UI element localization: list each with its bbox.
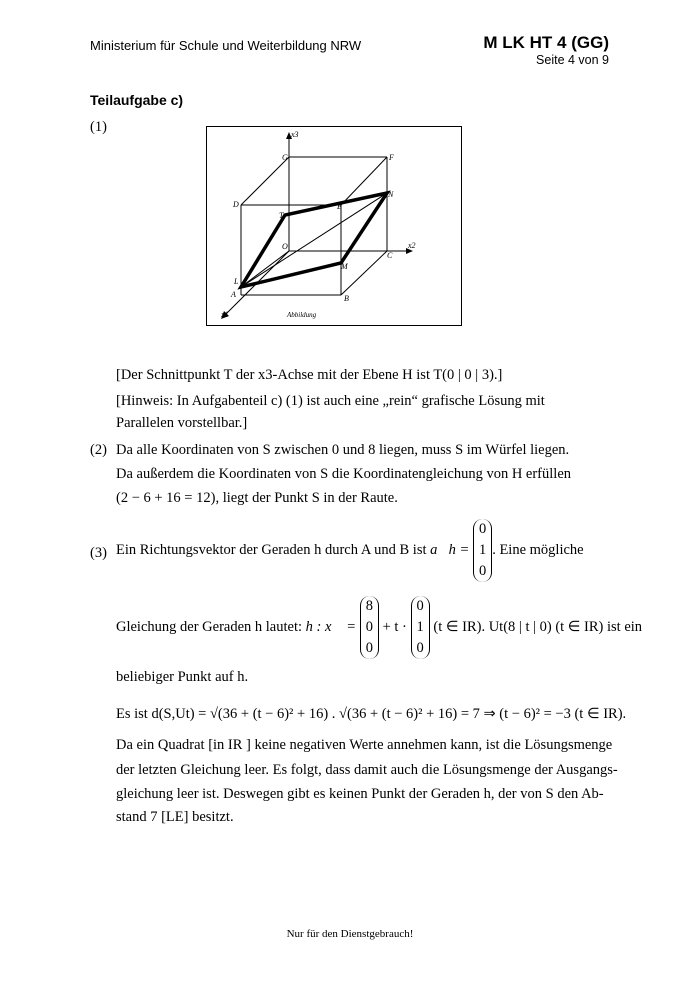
part3-line6: der letzten Gleichung leer. Es folgt, dass damit auch die Lösungsmenge der Ausgangs- (116, 762, 618, 778)
plus-t: + t · (382, 618, 407, 635)
point-O: O (282, 242, 288, 251)
header-ministry: Ministerium für Schule und Weiterbildung NRW (90, 38, 362, 53)
vector-label: a⃗h = (430, 541, 470, 558)
part3-line2a: Gleichung der Geraden h lautet: (116, 618, 303, 635)
part3-number: (3) (90, 545, 107, 561)
part2-line3: (2 − 6 + 16 = 12), liegt der Punkt S in der Raute. (116, 490, 398, 506)
point-T: T (279, 211, 284, 220)
axis-label-x2: x2 (408, 241, 416, 250)
part3-line1b: . Eine mögliche (492, 541, 584, 558)
part3-row2 (116, 596, 642, 659)
point-C: C (387, 251, 393, 260)
part1-note2: [Hinweis: In Aufgabenteil c) (1) ist auch eine „rein“ grafische Lösung mit Parallelen vorstellbar.] (116, 393, 545, 431)
point-A: A (231, 290, 236, 299)
part3-row1 (116, 519, 584, 582)
line-equation-label: h : x⃗ = (305, 618, 357, 635)
part1-number: (1) (90, 119, 107, 135)
point-B: B (344, 294, 349, 303)
part3-line2b: (t ∈ IR). Ut(8 | t | 0) (t ∈ IR) ist ein (433, 618, 643, 635)
point-G: G (282, 153, 288, 162)
part2-line2: Da außerdem die Koordinaten von S die Koordinatengleichung von H erfüllen (116, 466, 572, 482)
axis-label-x1: x1 (221, 310, 229, 319)
point-N: N (388, 190, 394, 199)
figure-caption: Abbildung (287, 311, 317, 319)
part3-line1a: Ein Richtungsvektor der Geraden h durch A und B ist (116, 541, 427, 558)
part3-line5: Da ein Quadrat [in IR ] keine negativen Werte annehmen kann, ist die Lösungsmenge (116, 737, 613, 753)
footer-note: Nur für den Dienstgebrauch! (286, 928, 414, 940)
point-M: M (341, 262, 348, 271)
direction-vector-2: 0 1 0 (411, 596, 430, 659)
point-L: L (234, 277, 239, 286)
part1-note1: [Der Schnittpunkt T der x3-Achse mit der Ebene H ist T(0 | 0 | 3).] (116, 367, 503, 383)
part3-line8: stand 7 [LE] besitzt. (116, 809, 234, 825)
part3-line4: Es ist d(S,Ut) = √(36 + (t − 6)² + 16) . √(36 + (t − 6)² + 16) = 7 ⇒ (t − 6)² = −3 (t ∈ IR). (116, 706, 627, 722)
direction-vector: 0 1 0 (473, 519, 492, 582)
part2-number: (2) (90, 442, 107, 458)
point-F: F (389, 153, 394, 162)
axis-label-x3: x3 (291, 130, 299, 139)
section-title: Teilaufgabe c) (90, 92, 184, 108)
cube-figure (206, 126, 462, 326)
header-page: Seite 4 von 9 (536, 53, 609, 67)
point-D: D (233, 200, 239, 209)
support-vector: 8 0 0 (360, 596, 379, 659)
header-code: M LK HT 4 (GG) (483, 33, 609, 52)
part2-line1: Da alle Koordinaten von S zwischen 0 und 8 liegen, muss S im Würfel liegen. (116, 442, 570, 458)
part3-line7: gleichung leer ist. Deswegen gibt es keinen Punkt der Geraden h, der von S den Ab- (116, 786, 604, 802)
part3-line3: beliebiger Punkt auf h. (116, 669, 249, 685)
point-E: E (337, 202, 342, 211)
